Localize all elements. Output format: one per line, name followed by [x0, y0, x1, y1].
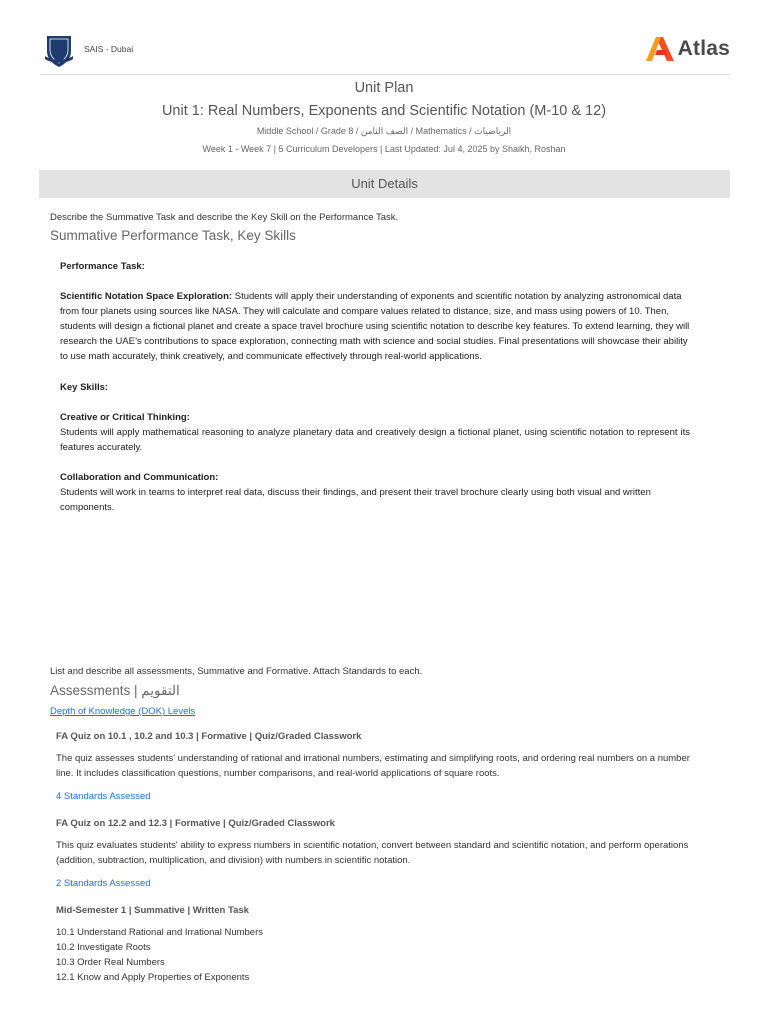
collab-label: Collaboration and Communication:: [60, 472, 219, 483]
assessment-title[interactable]: FA Quiz on 12.2 and 12.3 | Formative | Quiz/Graded Classwork: [56, 818, 335, 829]
standard-list-item: 12.1 Know and Apply Properties of Exponents: [56, 972, 250, 983]
school-name: SAIS - Dubai: [84, 44, 134, 54]
sci-text: Students will apply their understanding of exponents and scientific notation by analyzing astronomical data from four planets using sources like NASA. They will calculate and compare values related to distance, size, and mass using powers of 10. Then, students will design a fictional planet and create a space travel brochure using scientific notation to describe key features. To extend learning, they will research the UAE’s contributions to space exploration, connecting math with science and social studies. Final presentations will showcase their ability to use math accurately, think creatively, and communicate effectively through real-world applications.: [60, 291, 690, 362]
assessment-description: This quiz evaluates students' ability to express numbers in scientific notation, convert between standard and scientific notation, and perform operations (addition, subtraction, multiplication, and division) with numbers in scientific notation.: [56, 840, 689, 866]
collab-text: Students will work in teams to interpret real data, discuss their findings, and present their travel brochure clearly using both visual and written components.: [60, 487, 651, 513]
atlas-wordmark: Atlas: [677, 37, 730, 60]
summative-heading: Summative Performance Task, Key Skills: [50, 228, 296, 243]
atlas-logo-icon: [645, 36, 675, 62]
unit-title: Unit 1: Real Numbers, Exponents and Scientific Notation (M-10 & 12): [161, 103, 607, 119]
school-logo-icon: [44, 34, 74, 68]
standards-assessed-link[interactable]: 2 Standards Assessed: [56, 878, 151, 889]
key-skills-label: Key Skills:: [60, 382, 109, 393]
creative-label: Creative or Critical Thinking:: [60, 412, 190, 423]
standard-list-item: 10.1 Understand Rational and Irrational Numbers: [56, 927, 264, 938]
assessment-description: The quiz assesses students' understanding of rational and irrational numbers, estimating and simplifying roots, and ordering real numbers on a number line. It includes classification questions, number comparisons, and real-world applications of square roots.: [56, 753, 690, 779]
standard-list-item: 10.3 Order Real Numbers: [56, 957, 165, 968]
assessment-title[interactable]: FA Quiz on 10.1 , 10.2 and 10.3 | Formative | Quiz/Graded Classwork: [56, 731, 362, 742]
creative-text: Students will apply mathematical reasoning to analyze planetary data and creatively design a fictional planet, using scientific notation to represent its features accurately.: [60, 427, 690, 453]
assessments-heading: Assessments | التقويم: [50, 683, 180, 698]
standards-assessed-link[interactable]: 4 Standards Assessed: [56, 791, 151, 802]
assessment-title[interactable]: Mid-Semester 1 | Summative | Written Task: [56, 905, 249, 916]
standard-list-item: 10.2 Investigate Roots: [56, 942, 151, 953]
unit-details-heading: Unit Details: [39, 170, 730, 198]
page-type-title: Unit Plan: [354, 80, 414, 96]
unit-breadcrumb: Middle School / Grade 8 / الصف الثامن / Mathematics / الرياضيات: [256, 126, 512, 136]
atlas-brand[interactable]: [645, 36, 730, 62]
summative-prompt: Describe the Summative Task and describe the Key Skill on the Performance Task.: [50, 212, 399, 223]
assessments-prompt: List and describe all assessments, Summative and Formative. Attach Standards to each.: [50, 666, 423, 677]
page-header: [40, 30, 730, 75]
dok-levels-link[interactable]: Depth of Knowledge (DOK) Levels: [50, 706, 196, 717]
sci-label: Scientific Notation Space Exploration:: [60, 291, 233, 302]
unit-meta: Week 1 - Week 7 | 5 Curriculum Developers | Last Updated: Jul 4, 2025 by Shaikh, Roshan: [202, 144, 566, 154]
performance-task-text: [60, 289, 690, 364]
performance-task-label: Performance Task:: [60, 261, 145, 272]
